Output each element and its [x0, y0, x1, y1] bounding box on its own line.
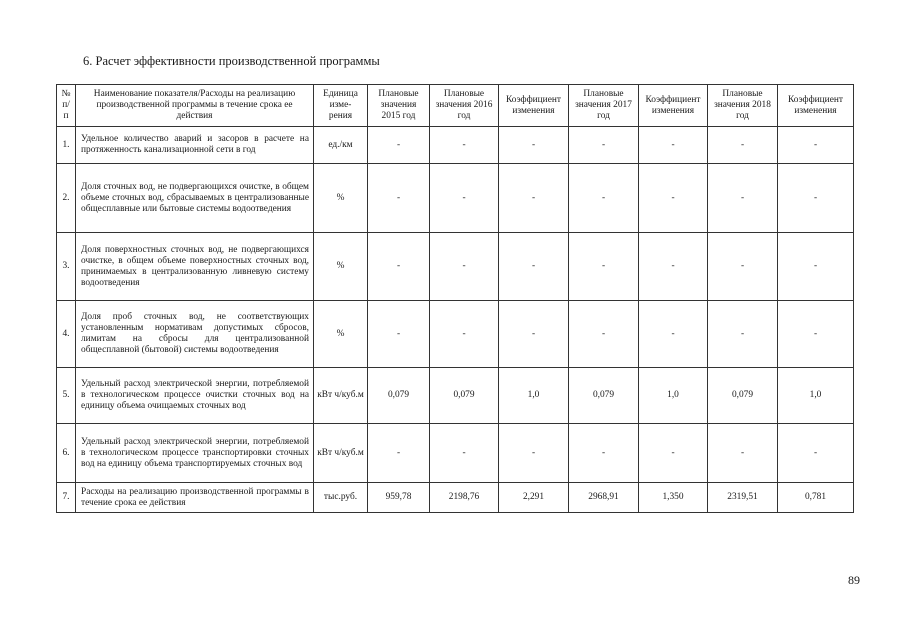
table-row	[57, 368, 854, 424]
row-plan-2018: 0,079	[708, 368, 778, 424]
row-plan-2017: 2968,91	[569, 483, 639, 513]
table-row	[57, 127, 854, 164]
row-name: Удельный расход электрической энергии, потребляемой в технологическом процессе транспортировки сточных вод на единицу объема транспортируемых сточных вод	[76, 424, 314, 483]
row-coef-1: -	[499, 164, 569, 233]
row-plan-2015: 959,78	[368, 483, 430, 513]
row-plan-2015: 0,079	[368, 368, 430, 424]
header-plan-2015: Плановые значения 2015 год	[368, 85, 430, 127]
row-coef-2: 1,0	[639, 368, 708, 424]
header-coef-1: Коэффициент изменения	[499, 85, 569, 127]
header-unit: Единица изме- рения	[314, 85, 368, 127]
row-coef-2: -	[639, 233, 708, 301]
row-num: 1.	[57, 127, 76, 164]
row-plan-2017: -	[569, 127, 639, 164]
row-coef-1: 1,0	[499, 368, 569, 424]
row-num: 2.	[57, 164, 76, 233]
table-header-row	[57, 85, 854, 127]
row-plan-2016: -	[430, 164, 499, 233]
row-coef-2: 1,350	[639, 483, 708, 513]
row-plan-2016: -	[430, 301, 499, 368]
row-plan-2018: -	[708, 233, 778, 301]
row-plan-2016: -	[430, 424, 499, 483]
row-plan-2015: -	[368, 164, 430, 233]
row-coef-2: -	[639, 424, 708, 483]
row-num: 6.	[57, 424, 76, 483]
row-coef-3: -	[778, 164, 854, 233]
row-plan-2017: -	[569, 301, 639, 368]
row-plan-2017: 0,079	[569, 368, 639, 424]
row-plan-2018: -	[708, 127, 778, 164]
row-unit: %	[314, 301, 368, 368]
row-name: Доля проб сточных вод, не соответствующих установленным нормативам допустимых сбросов, лимитам на сбросы для централизованной общесплавной (бытовой) системы водоотведения	[76, 301, 314, 368]
row-name: Удельный расход электрической энергии, потребляемой в технологическом процессе очистки сточных вод на единицу объема очищаемых сточных вод	[76, 368, 314, 424]
header-plan-2018: Плановые значения 2018 год	[708, 85, 778, 127]
row-unit: тыс.руб.	[314, 483, 368, 513]
row-plan-2015: -	[368, 233, 430, 301]
header-name: Наименование показателя/Расходы на реализацию производственной программы в течение срока ее действия	[76, 85, 314, 127]
row-plan-2015: -	[368, 127, 430, 164]
row-coef-3: 1,0	[778, 368, 854, 424]
row-unit: кВт ч/куб.м	[314, 368, 368, 424]
row-unit: кВт ч/куб.м	[314, 424, 368, 483]
header-coef-2: Коэффициент изменения	[639, 85, 708, 127]
row-coef-3: -	[778, 301, 854, 368]
row-coef-1: 2,291	[499, 483, 569, 513]
row-unit: %	[314, 164, 368, 233]
table-row	[57, 233, 854, 301]
row-num: 7.	[57, 483, 76, 513]
row-num: 4.	[57, 301, 76, 368]
table-row	[57, 301, 854, 368]
row-num: 3.	[57, 233, 76, 301]
efficiency-table	[56, 84, 854, 513]
row-coef-3: 0,781	[778, 483, 854, 513]
section-title: 6. Расчет эффективности производственной программы	[83, 54, 380, 68]
row-name: Удельное количество аварий и засоров в расчете на протяженность канализационной сети в год	[76, 127, 314, 164]
row-coef-3: -	[778, 127, 854, 164]
row-coef-1: -	[499, 301, 569, 368]
row-name: Доля сточных вод, не подвергающихся очистке, в общем объеме сточных вод, сбрасываемых в централизованные общесплавные или бытовые системы водоотведения	[76, 164, 314, 233]
row-plan-2016: -	[430, 233, 499, 301]
row-coef-3: -	[778, 233, 854, 301]
row-plan-2018: -	[708, 164, 778, 233]
row-coef-1: -	[499, 424, 569, 483]
row-coef-3: -	[778, 424, 854, 483]
page-number: 89	[848, 573, 860, 587]
row-plan-2015: -	[368, 424, 430, 483]
row-plan-2016: -	[430, 127, 499, 164]
header-plan-2017: Плановые значения 2017 год	[569, 85, 639, 127]
header-num: № п/ п	[57, 85, 76, 127]
row-plan-2017: -	[569, 164, 639, 233]
table-row	[57, 424, 854, 483]
row-coef-2: -	[639, 127, 708, 164]
table-row	[57, 164, 854, 233]
row-coef-2: -	[639, 164, 708, 233]
row-unit: %	[314, 233, 368, 301]
row-coef-2: -	[639, 301, 708, 368]
row-plan-2018: -	[708, 424, 778, 483]
row-unit: ед./км	[314, 127, 368, 164]
row-name: Доля поверхностных сточных вод, не подвергающихся очистке, в общем объеме поверхностных сточных вод, принимаемых в централизованную ливневую систему водоотведения	[76, 233, 314, 301]
row-coef-1: -	[499, 233, 569, 301]
row-plan-2017: -	[569, 233, 639, 301]
row-name: Расходы на реализацию производственной программы в течение срока ее действия	[76, 483, 314, 513]
row-plan-2017: -	[569, 424, 639, 483]
table-row	[57, 483, 854, 513]
row-plan-2016: 0,079	[430, 368, 499, 424]
row-plan-2018: -	[708, 301, 778, 368]
row-plan-2015: -	[368, 301, 430, 368]
row-num: 5.	[57, 368, 76, 424]
row-plan-2018: 2319,51	[708, 483, 778, 513]
header-plan-2016: Плановые значения 2016 год	[430, 85, 499, 127]
row-coef-1: -	[499, 127, 569, 164]
header-coef-3: Коэффициент изменения	[778, 85, 854, 127]
row-plan-2016: 2198,76	[430, 483, 499, 513]
